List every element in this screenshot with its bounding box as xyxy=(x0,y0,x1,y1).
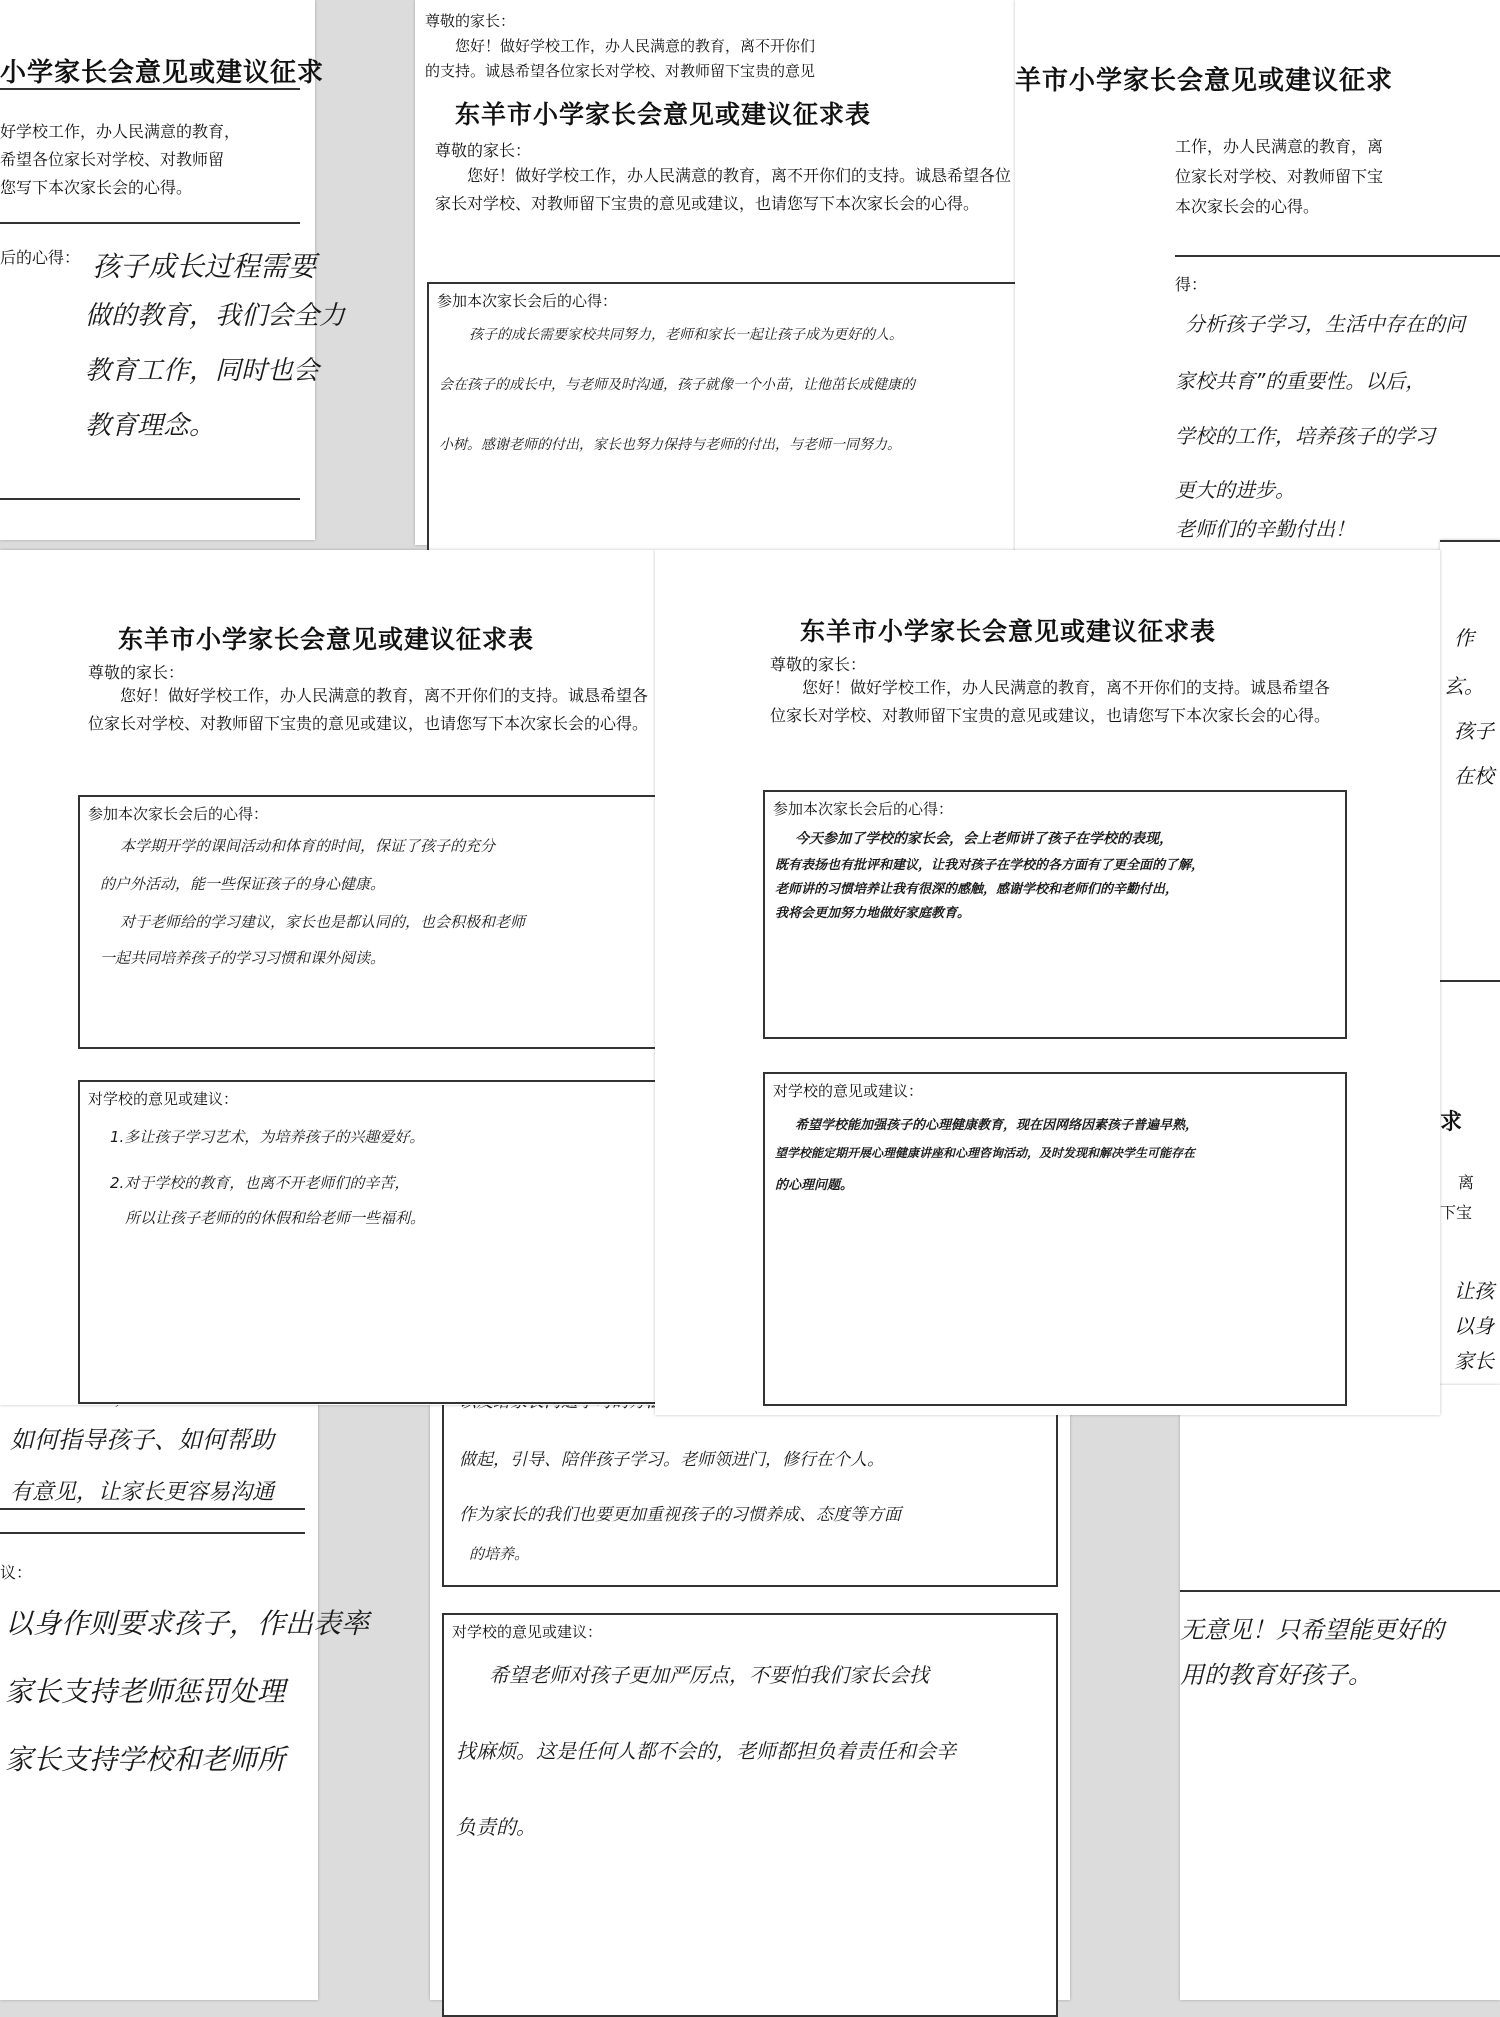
feedback-label: 得： xyxy=(1175,275,1208,294)
text-fragment: 孩子 xyxy=(1454,719,1494,743)
handwritten-line: 老师讲的习惯培养让我有很深的感触，感谢学校和老师们的辛勤付出， xyxy=(775,882,1179,897)
handwritten-line: 找麻烦。这是任何人都不会的，老师都担负着责任和会辛 xyxy=(456,1739,956,1763)
feedback-label: 参加本次家长会后的心得： xyxy=(88,805,269,823)
form-title: 东羊市小学家长会意见或建议征求表 xyxy=(118,625,535,654)
greeting: 尊敬的家长： xyxy=(770,655,867,674)
suggestion-box xyxy=(78,1080,655,1404)
feedback-label: 参加本次家长会后的心得： xyxy=(437,292,618,310)
form-sheet-middle-left xyxy=(0,550,655,1405)
handwritten-line: 教育理念。 xyxy=(85,411,216,441)
handwritten-line: 孩子成长过程需要 xyxy=(92,250,317,283)
handwritten-line: 今天参加了学校的家长会，会上老师讲了孩子在学校的表现， xyxy=(795,831,1173,847)
handwritten-line: 作为家长的我们也要更加重视孩子的习惯养成、态度等方面 xyxy=(459,1505,901,1525)
suggestion-box xyxy=(442,1613,1058,2017)
suggestion-box xyxy=(763,1072,1347,1406)
feedback-box xyxy=(763,790,1347,1039)
handwritten-line: 小树。感谢老师的付出，家长也努力保持与老师的付出，与老师一同努力。 xyxy=(439,437,901,453)
greeting: 尊敬的家长： xyxy=(425,12,516,30)
handwritten-line: 对于老师给的学习建议，家长也是都认同的，也会积极和老师 xyxy=(120,913,526,931)
handwritten-line: 1.多让孩子学习艺术，为培养孩子的兴趣爱好。 xyxy=(110,1128,425,1146)
handwritten-line: 的培养。 xyxy=(469,1545,530,1563)
feedback-label: 参加本次家长会后的心得： xyxy=(773,800,954,818)
handwritten-line: 用的教育好孩子。 xyxy=(1180,1661,1372,1689)
greeting: 尊敬的家长： xyxy=(435,141,532,160)
handwritten-line: 有意见，让家长更容易沟通 xyxy=(10,1480,275,1505)
feedback-box xyxy=(427,282,1071,556)
divider xyxy=(0,222,300,224)
handwritten-line: 希望老师对孩子更加严厉点，不要怕我们家长会找 xyxy=(489,1663,929,1687)
handwritten-line: 做起，引导、陪伴孩子学习。老师领进门，修行在个人。 xyxy=(459,1450,884,1470)
suggestion-label: 议： xyxy=(0,1563,33,1582)
handwritten-line: 家长支持老师惩罚处理 xyxy=(5,1675,286,1708)
suggestion-label: 对学校的意见或建议： xyxy=(773,1082,924,1100)
suggestion-label: 对学校的意见或建议： xyxy=(88,1090,239,1108)
form-title: 小学家长会意见或建议征求 xyxy=(0,58,325,88)
handwritten-line: 无意见！只希望能更好的 xyxy=(1180,1616,1444,1644)
divider xyxy=(1180,1590,1500,1592)
handwritten-line: 的心理问题。 xyxy=(775,1178,854,1193)
handwritten-line: 本学期开学的课间活动和体育的时间，保证了孩子的充分 xyxy=(120,837,496,855)
greeting: 尊敬的家长： xyxy=(88,663,185,682)
text-fragment: 在校 xyxy=(1454,764,1494,788)
handwritten-line: 做的教育，我们会全力 xyxy=(85,301,346,331)
handwritten-line: 学校的工作，培养孩子的学习 xyxy=(1175,424,1435,448)
handwritten-line: 会在孩子的成长中，与老师及时沟通，孩子就像一个小苗，让他茁长成健康的 xyxy=(439,377,915,393)
handwritten-line: 既有表扬也有批评和建议，让我对孩子在学校的各方面有了更全面的了解， xyxy=(775,858,1205,873)
handwritten-line: 负责的。 xyxy=(456,1815,536,1839)
divider xyxy=(0,1508,305,1510)
form-sheet-top-left xyxy=(0,0,346,540)
intro-line: 希望各位家长对学校、对教师留 xyxy=(0,150,225,169)
handwritten-line: 孩子的成长需要家校共同努力，老师和家长一起让孩子成为更好的人。 xyxy=(469,327,903,343)
handwritten-line: 老师们的辛勤付出！ xyxy=(1175,517,1355,541)
form-title: 东羊市小学家长会意见或建议征求表 xyxy=(800,617,1217,646)
text-fragment: 求 xyxy=(1440,1109,1463,1135)
divider xyxy=(1440,540,1500,542)
divider xyxy=(1440,980,1500,982)
intro-line: 您写下本次家长会的心得。 xyxy=(0,178,193,197)
text-fragment: 玄。 xyxy=(1444,674,1484,698)
form-sheet-bottom-center xyxy=(430,1385,1070,2000)
form-sheet-middle-right xyxy=(1440,540,1500,1420)
intro-line: 的支持。诚恳希望各位家长对学校、对教师留下宝贵的意见 xyxy=(425,62,816,80)
divider xyxy=(1175,255,1500,257)
handwritten-line: 以身作则要求孩子，作出表率 xyxy=(5,1607,370,1640)
form-title: 羊市小学家长会意见或建议征求 xyxy=(1015,66,1394,96)
intro-line: 工作，办人民满意的教育，离 xyxy=(1175,137,1384,156)
handwritten-line: 家长支持学校和老师所 xyxy=(5,1743,286,1776)
handwritten-line: 家校共育”的重要性。以后， xyxy=(1175,369,1426,393)
intro-paragraph: 您好！做好学校工作，办人民满意的教育，离不开你们的支持。诚恳希望各位家长对学校、对教师留下宝贵的意见或建议，也请您写下本次家长会的心得。 xyxy=(435,166,1012,213)
text-fragment: 下宝 xyxy=(1440,1203,1473,1222)
intro-line: 本次家长会的心得。 xyxy=(1175,197,1320,216)
handwritten-line: 更大的进步。 xyxy=(1175,478,1295,502)
form-sheet-top-right xyxy=(1015,0,1500,560)
intro-line: 好学校工作，办人民满意的教育， xyxy=(0,122,241,141)
text-fragment: 以身 xyxy=(1454,1314,1494,1338)
intro-line: 您好！做好学校工作，办人民满意的教育，离不开你们 xyxy=(455,37,816,55)
divider xyxy=(0,1532,305,1534)
feedback-box xyxy=(78,795,655,1049)
handwritten-line: 分析孩子学习，生活中存在的问 xyxy=(1185,312,1465,336)
text-fragment: 让孩 xyxy=(1454,1279,1494,1303)
intro-paragraph: 您好！做好学校工作，办人民满意的教育，离不开你们的支持。诚恳希望各位家长对学校、对教师留下宝贵的意见或建议，也请您写下本次家长会的心得。 xyxy=(88,686,649,733)
suggestion-label: 对学校的意见或建议： xyxy=(452,1623,603,1641)
handwritten-line: 希望学校能加强孩子的心理健康教育，现在因网络因素孩子普遍早熟， xyxy=(795,1118,1199,1133)
divider xyxy=(0,498,300,500)
handwritten-line: 教育工作，同时也会 xyxy=(85,356,320,386)
form-title: 东羊市小学家长会意见或建议征求表 xyxy=(455,100,872,129)
form-sheet-top-center xyxy=(415,0,1070,545)
intro-paragraph: 您好！做好学校工作，办人民满意的教育，离不开你们的支持。诚恳希望各位家长对学校、对教师留下宝贵的意见或建议，也请您写下本次家长会的心得。 xyxy=(770,678,1331,725)
intro-line: 位家长对学校、对教师留下宝 xyxy=(1175,167,1384,186)
form-sheet-middle-center xyxy=(655,550,1440,1415)
text-fragment: 家长 xyxy=(1454,1349,1494,1373)
handwritten-line: 如何指导孩子、如何帮助 xyxy=(10,1426,274,1454)
form-sheet-bottom-right xyxy=(1180,1385,1500,2000)
text-fragment: 作 xyxy=(1454,626,1474,650)
feedback-label: 后的心得： xyxy=(0,248,81,267)
form-sheet-bottom-left xyxy=(0,1380,370,2000)
handwritten-line: 我将会更加努力地做好家庭教育。 xyxy=(775,906,971,921)
handwritten-line: 的户外活动，能一些保证孩子的身心健康。 xyxy=(100,875,386,893)
handwritten-line: 一起共同培养孩子的学习习惯和课外阅读。 xyxy=(100,949,386,967)
handwritten-line: 望学校能定期开展心理健康讲座和心理咨询活动，及时发现和解决学生可能存在 xyxy=(775,1146,1196,1160)
handwritten-line: 所以让孩子老师的的休假和给老师一些福利。 xyxy=(125,1209,426,1227)
text-fragment: 离 xyxy=(1458,1173,1475,1192)
divider xyxy=(0,88,300,90)
handwritten-line: 2.对于学校的教育，也离不开老师们的辛苦， xyxy=(110,1174,410,1192)
